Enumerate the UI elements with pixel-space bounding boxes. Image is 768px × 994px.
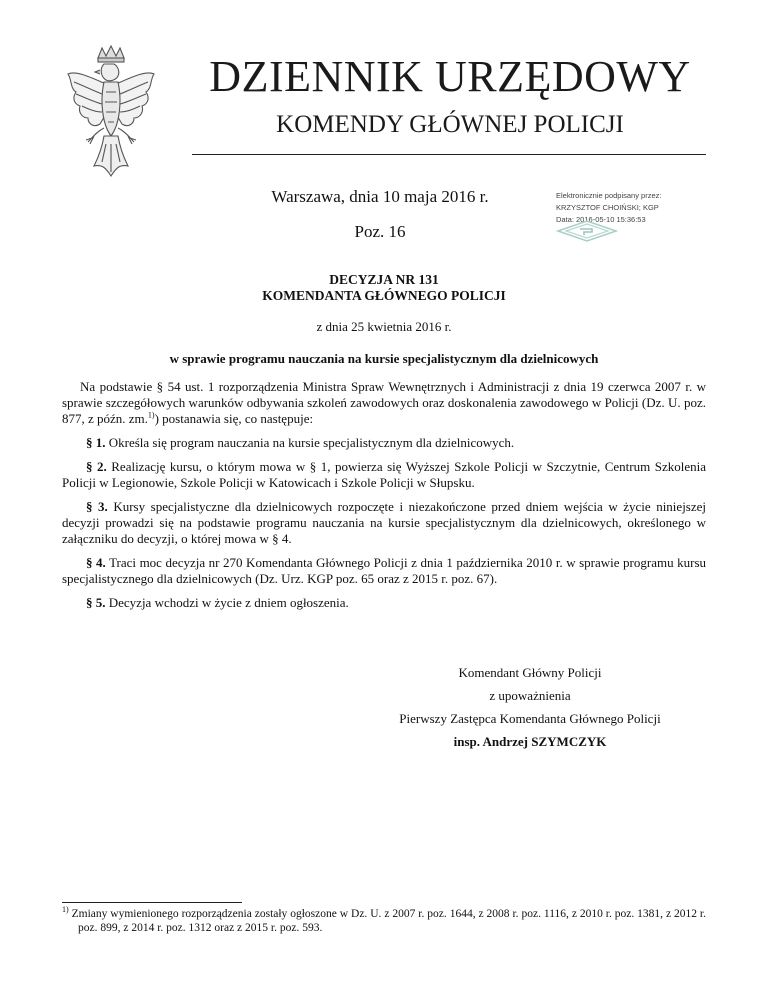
footnote-reference: 1) xyxy=(147,410,155,420)
signatory-deputy: Pierwszy Zastępca Komendanta Głównego Policji xyxy=(399,711,661,726)
signatory-authorization: z upoważnienia xyxy=(489,688,571,703)
decision-number: DECYZJA NR 131 xyxy=(329,272,439,287)
position-number: Poz. 16 xyxy=(354,222,406,241)
footnote-divider xyxy=(62,902,242,903)
section-paragraph xyxy=(62,459,706,491)
section-label: § 4. xyxy=(86,555,106,570)
e-signature-label: Elektronicznie podpisany przez: xyxy=(556,191,662,200)
decision-title xyxy=(100,272,668,304)
section-text: Traci moc decyzja nr 270 Komendanta Głównego Policji z dnia 1 października 2010 r. w sprawie programu kursu specjalistycznego dla dzielnicowych (Dz. Urz. KGP poz. 65 oraz z 2015 r. poz. 67). xyxy=(62,555,707,586)
section-label: § 5. xyxy=(86,595,106,610)
legal-basis-text: Na podstawie § 54 ust. 1 rozporządzenia Ministra Spraw Wewnętrznych i Administracji z dnia 19 czerwca 2007 r. w sprawie szczegółowych warunków odbywania szkoleń zawodowych oraz doskonalenia zawodowego w Policji (Dz. U. poz. 877, z późn. zm. xyxy=(62,379,706,426)
section-text: Kursy specjalistyczne dla dzielnicowych rozpoczęte i niezakończone przed dniem wejścia w życie niniejszej decyzji prowadzi się na podstawie programu nauczania na kursie specjalistycznym dla dzielnicowych, określonego w załączniku do decyzji, o której mowa w § 4. xyxy=(62,499,707,546)
section-paragraph xyxy=(62,595,706,611)
section-paragraph xyxy=(62,499,706,547)
section-text: Decyzja wchodzi w życie z dniem ogłoszenia. xyxy=(108,595,349,610)
decision-body xyxy=(62,379,706,619)
footnote xyxy=(62,907,706,935)
decision-issuer: KOMENDANTA GŁÓWNEGO POLICJI xyxy=(262,288,506,303)
section-text: Określa się program nauczania na kursie specjalistycznym dla dzielnicowych. xyxy=(108,435,515,450)
signature-verification-icon xyxy=(556,220,618,242)
masthead-divider xyxy=(192,154,706,155)
signatory-role: Komendant Główny Policji xyxy=(458,665,602,680)
legal-basis-paragraph xyxy=(62,379,706,427)
footnote-text: Zmiany wymienionego rozporządzenia zostały ogłoszone w Dz. U. z 2007 r. poz. 1644, z 2008 r. poz. 1116, z 2010 r. poz. 1381, z 2012 r. poz. 899, z 2014 r. poz. 1312 oraz z 2015 r. poz. 593. xyxy=(71,908,707,934)
footnote-marker: 1) xyxy=(62,905,69,915)
section-label: § 3. xyxy=(86,499,108,514)
publication-date: Warszawa, dnia 10 maja 2016 r. xyxy=(271,187,489,206)
electronic-signature-stamp xyxy=(556,190,726,252)
section-text: Realizację kursu, o którym mowa w § 1, powierza się Wyższej Szkole Policji w Szczytnie, Centrum Szkolenia Policji w Legionowie, Szkole Policji w Katowicach i Szkole Policji w Słupsku. xyxy=(62,459,706,490)
section-label: § 1. xyxy=(86,435,106,450)
journal-subtitle: KOMENDY GŁÓWNEJ POLICJI xyxy=(276,111,624,138)
e-signature-signer: KRZYSZTOF CHOIŃSKI; KGP xyxy=(556,203,659,212)
section-label: § 2. xyxy=(86,459,107,474)
e-signature-date: Data: 2016-05-10 15:36:53 xyxy=(556,215,646,224)
decision-subject: w sprawie programu nauczania na kursie specjalistycznym dla dzielnicowych xyxy=(169,351,599,366)
decision-date: z dnia 25 kwietnia 2016 r. xyxy=(316,319,452,334)
polish-eagle-emblem-icon xyxy=(62,44,160,184)
journal-title: DZIENNIK URZĘDOWY xyxy=(209,52,691,101)
legal-basis-ending: ) postanawia się, co następuje: xyxy=(154,411,314,426)
section-paragraph xyxy=(62,555,706,587)
signatory-name: insp. Andrzej SZYMCZYK xyxy=(453,734,607,749)
signatory-block xyxy=(380,661,680,753)
section-paragraph xyxy=(62,435,706,451)
